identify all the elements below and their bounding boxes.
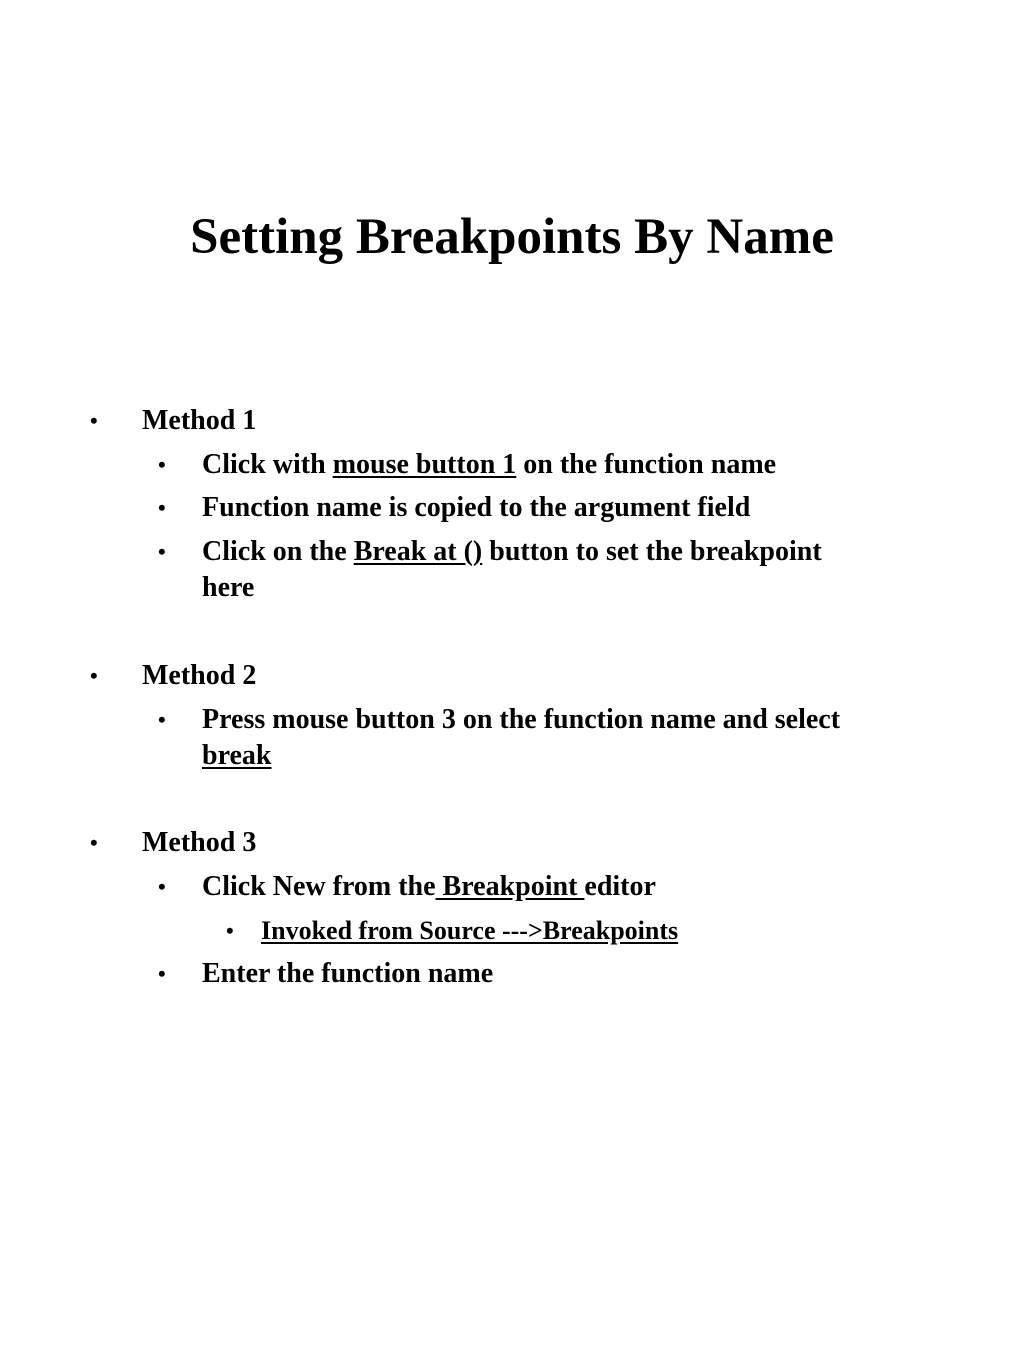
source-breakpoints-link[interactable]: Invoked from Source --->Breakpoints	[261, 916, 679, 945]
method-2-heading: Method 2	[142, 660, 257, 691]
breakpoint-editor-link[interactable]: Breakpoint	[435, 871, 585, 902]
m2-item-1: Press mouse button 3 on the function name and select	[202, 704, 841, 735]
m1-item-1-pre: Click with	[202, 449, 333, 480]
m1-item-3-post: button to set the breakpoint	[482, 536, 822, 567]
bullet-m3-sub-1: •	[226, 918, 234, 943]
m1-item-3	[202, 534, 822, 570]
method-1-heading: Method 1	[142, 405, 257, 436]
bullet-method-3: •	[90, 830, 98, 855]
bullet-method-1: •	[90, 408, 98, 433]
m3-sub-1	[261, 913, 678, 949]
mouse-button-1-link[interactable]: mouse button 1	[332, 449, 517, 480]
m3-item-1	[202, 869, 656, 905]
bullet-method-2: •	[90, 663, 98, 688]
bullet-m2-item-1: •	[158, 707, 166, 732]
m1-item-1-post: on the function name	[516, 449, 777, 480]
bullet-m3-item-1: •	[158, 874, 166, 899]
m1-item-2: Function name is copied to the argument field	[202, 492, 751, 523]
m2-item-1-cont	[202, 738, 272, 774]
break-at-link[interactable]: Break at ()	[353, 536, 483, 567]
m3-item-1-pre: Click New from the	[202, 871, 436, 902]
m3-item-1-post: editor	[584, 871, 656, 902]
m1-item-3-cont: here	[202, 572, 255, 603]
bullet-m1-item-1: •	[158, 452, 166, 477]
bullet-m3-item-2: •	[158, 961, 166, 986]
m3-item-2: Enter the function name	[202, 958, 494, 989]
slide-title: Setting Breakpoints By Name	[190, 209, 834, 265]
bullet-m1-item-3: •	[158, 539, 166, 564]
method-3-heading: Method 3	[142, 827, 257, 858]
m1-item-3-pre: Click on the	[202, 536, 354, 567]
m1-item-1	[202, 447, 776, 483]
break-link[interactable]: break	[202, 740, 272, 771]
bullet-m1-item-2: •	[158, 495, 166, 520]
